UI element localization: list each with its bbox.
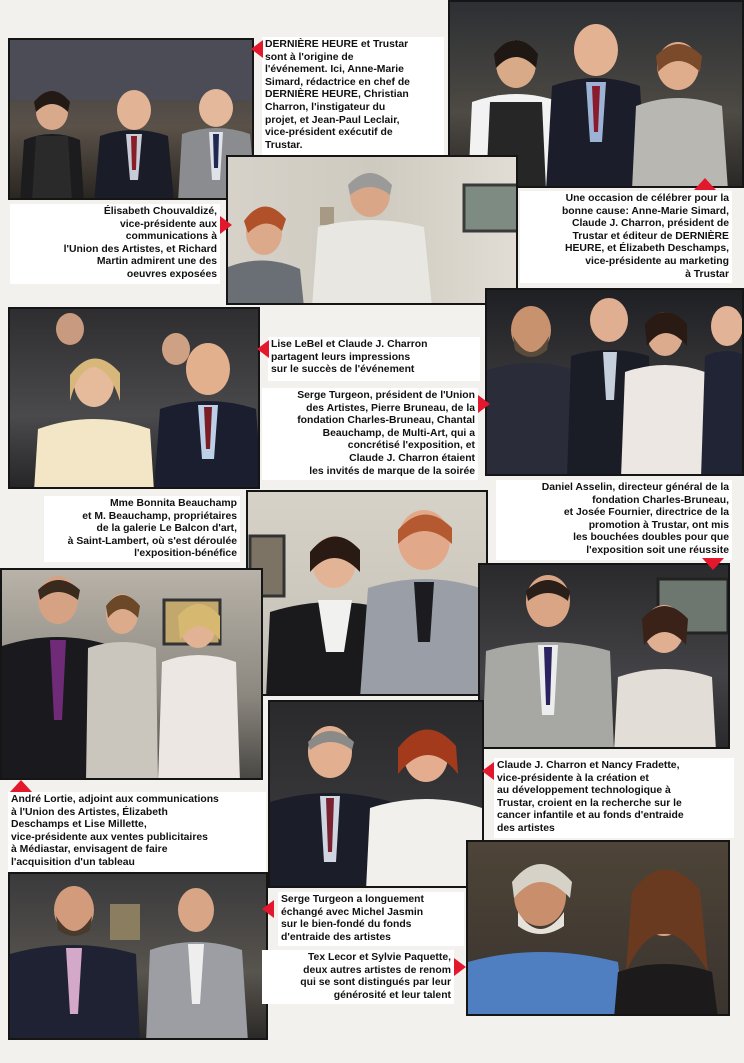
caption-beauchamp-galerie: Mme Bonnita Beauchamp et M. Beauchamp, propriétaires de la galerie Le Balcon d'art, à Saint-Lambert, où s'est déroulée l'exposition-bénéfice (44, 496, 240, 562)
caption-arrow-left-10 (262, 900, 274, 918)
caption-occasion-celebrer: Une occasion de célébrer pour la bonne cause: Anne-Marie Simard, Claude J. Charron, président de Trustar et éditeur de DERNIÈRE HEURE, et Élizabeth Deschamps, vice-présidente au marketing à Trustar (520, 191, 732, 283)
caption-charron-fradette: Claude J. Charron et Nancy Fradette, vice-présidente à la création et au développement technologique à Trustar, croient en la recherche sur le cancer infantile et au fonds d'entraide des artistes (494, 758, 734, 838)
caption-arrow-left-4 (257, 340, 269, 358)
caption-arrow-right-11 (454, 958, 466, 976)
caption-arrow-up-8 (10, 780, 32, 792)
photo-charron-fradette (268, 700, 484, 888)
caption-arrow-right-5 (478, 395, 490, 413)
photo-beauchamp-couple (246, 490, 488, 696)
caption-arrow-up-2 (694, 178, 716, 190)
photo-lortie-deschamps-millette (0, 568, 263, 780)
photo-turgeon-bruneau-beauchamp-charron (485, 288, 744, 476)
caption-asselin-fournier: Daniel Asselin, directeur général de la fondation Charles-Bruneau, et Josée Fournier, directrice de la promotion à Trustar, ont mis les bouchées doubles pour que l'exposition soit une réussite (496, 480, 732, 560)
photo-simard-charron-leclair (8, 38, 254, 200)
caption-turgeon-jasmin: Serge Turgeon a longuement échangé avec Michel Jasmin sur le bien-fondé du fonds d'entraide des artistes (278, 892, 464, 946)
caption-lebel-charron: Lise LeBel et Claude J. Charron partagent leurs impressions sur le succès de l'événement (268, 337, 480, 381)
caption-arrow-left-9 (482, 762, 494, 780)
caption-lecor-paquette: Tex Lecor et Sylvie Paquette, deux autres artistes de renom qui se sont distingués par leur générosité et leur talent (262, 950, 454, 1004)
photo-turgeon-jasmin (8, 872, 268, 1040)
caption-lortie-deschamps-millette: André Lortie, adjoint aux communications à l'Union des Artistes, Élizabeth Deschamps et Lise Millette, vice-présidente aux ventes publicitaires à Médiastar, envisagent de faire l'acquisition d'un tableau (8, 792, 266, 872)
photo-lecor-paquette (466, 840, 730, 1016)
photo-lebel-charron (8, 307, 260, 489)
photo-asselin-fournier (478, 563, 730, 749)
photo-chouvaldize-martin (226, 155, 518, 305)
caption-origine-evenement: DERNIÈRE HEURE et Trustar sont à l'origine de l'événement. Ici, Anne-Marie Simard, rédactrice en chef de DERNIÈRE HEURE, Christian Charron, l'instigateur du projet, et Jean-Paul Leclair, vice-président exécutif de Trustar. (262, 37, 444, 155)
caption-invites-marque: Serge Turgeon, président de l'Union des Artistes, Pierre Bruneau, de la fondation Charles-Bruneau, Chantal Beauchamp, de Multi-Art, qui a concrétisé l'exposition, et Claude J. Charron étaient les invités de marque de la soirée (262, 388, 478, 480)
page-bottom-margin (0, 1040, 744, 1063)
caption-arrow-left-1 (251, 40, 263, 58)
caption-arrow-down-7 (702, 558, 724, 570)
caption-chouvaldize-martin: Élisabeth Chouvaldizé, vice-présidente aux communications à l'Union des Artistes, et Richard Martin admirent une des oeuvres exposées (10, 204, 220, 284)
caption-arrow-right-3 (220, 216, 232, 234)
